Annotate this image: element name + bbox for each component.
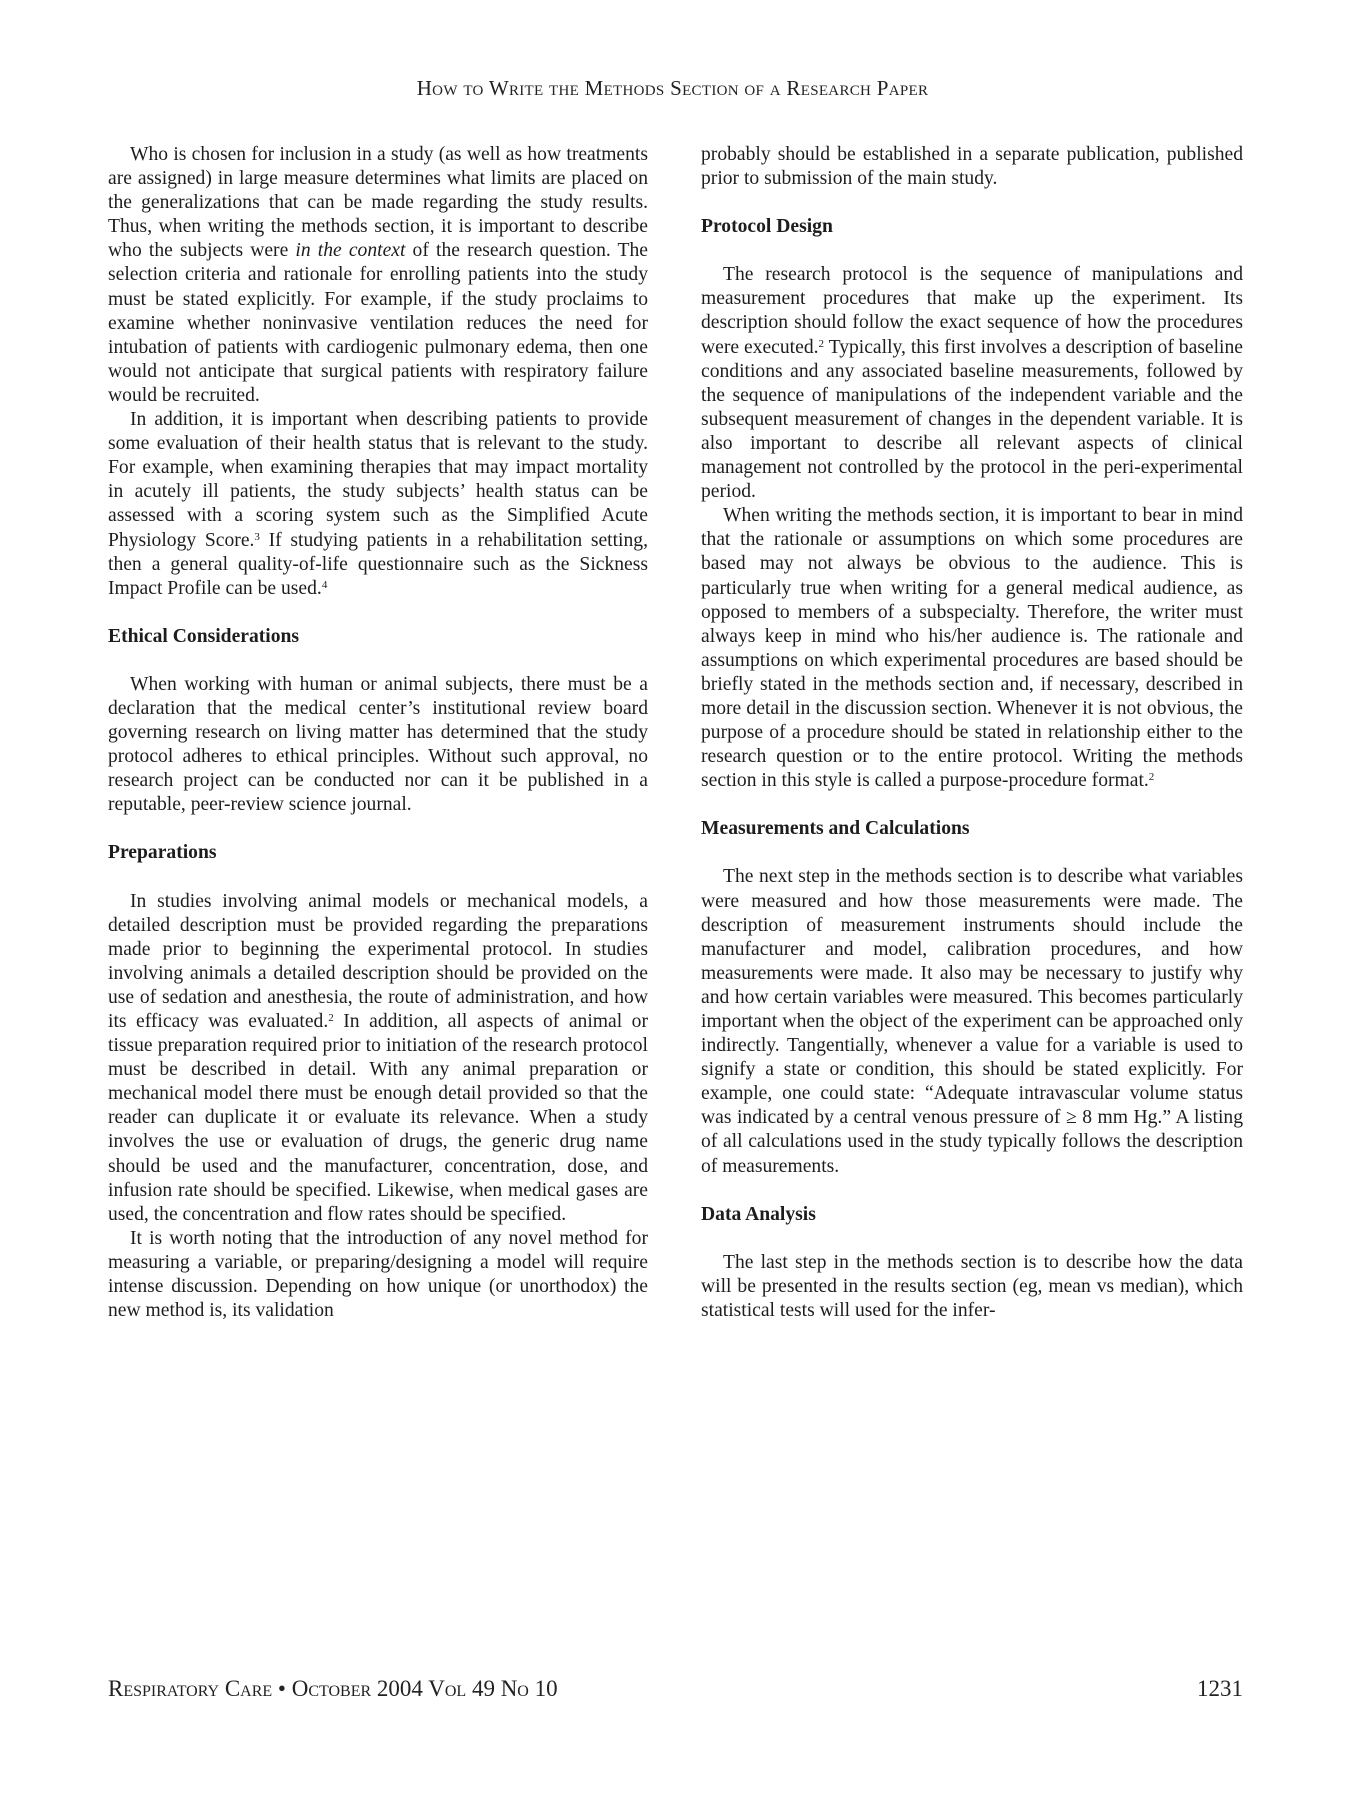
- paragraph-subject-selection: [108, 143, 648, 408]
- left-column: [108, 143, 648, 1323]
- paragraph-novel-method: It is worth noting that the introduction of any novel method for measuring a variable, or preparing/designing a model will require intense discussion. Depending on how unique (or unorthodox) the new method is, its validation: [108, 1227, 648, 1322]
- paragraph-preparations: [108, 890, 648, 1227]
- section-heading-measurements: Measurements and Calculations: [701, 818, 970, 840]
- running-head: [0, 76, 1345, 101]
- paragraph-protocol: [701, 263, 1243, 504]
- paragraph-data-analysis: The last step in the methods section is to describe how the data will be presented in the results section (eg, mean vs median), which statistical tests will used for the infer-: [701, 1251, 1243, 1321]
- citation-ref[interactable]: 4: [321, 578, 328, 591]
- bullet-separator: •: [277, 1676, 286, 1701]
- citation-ref[interactable]: 2: [1148, 771, 1155, 784]
- running-head-title: How to Write the Methods Section of a Research Paper: [416, 76, 929, 100]
- paragraph-measurements: The next step in the methods section is to describe what variables were measured and how those measurements were made. The description of measurement instruments should include the manufacturer and model, calibration procedures, and how measurements were made. It also may be necessary to justify why and how certain variables were measured. This becomes particularly important when the object of the experiment can be approached only indirectly. Tangentially, whenever a value for a variable is used to signify a state or condition, this should be stated explicitly. For example, one could state: “Adequate intravascular volume status was indicated by a central venous pressure of ≥ 8 mm Hg.” A listing of all calculations used in the study typically follows the description of measurements.: [701, 866, 1243, 1177]
- section-heading-protocol: Protocol Design: [701, 216, 833, 238]
- text-run: The research protocol is the sequence of manipulations and measurement procedures that make up the experiment. Its description should follow the exact sequence of how the procedures were executed.: [701, 264, 1243, 358]
- text-run: Typically, this first involves a description of baseline conditions and any associated baseline measurements, followed by the sequence of manipulations of the independent variable and the subsequent measurement of changes in the dependent variable. It is also important to describe all relevant aspects of clinical management not controlled by the protocol in the peri-experimental period.: [701, 336, 1243, 503]
- text-run: Who is chosen for inclusion in a study (as well as how treatments are assigned) in large measure determines what limits are placed on the generalizations that can be made regarding the study results. Thus, when writing the methods section, it is important to describe who the subjects were: [108, 144, 648, 262]
- paragraph-rationale: [701, 504, 1243, 793]
- text-run: In addition, all aspects of animal or tissue preparation required prior to initiation of the research protocol must be described in detail. With any animal preparation or mechanical model there must be enough detail provided so that the reader can duplicate it or evaluate its relevance. When a study involves the use or evaluation of drugs, the generic drug name should be used and the manufacturer, concentration, dose, and infusion rate should be specified. Likewise, when medical gases are used, the concentration and flow rates should be specified.: [108, 1011, 648, 1225]
- emphasis: in the context: [295, 240, 406, 262]
- page-footer: [108, 1676, 1243, 1702]
- text-run: If studying patients in a rehabilitation setting, then a general quality-of-life questionnaire such as the Sickness Impact Profile can be used.: [108, 529, 648, 599]
- journal-name: Respiratory Care: [108, 1676, 273, 1701]
- text-run: In studies involving animal models or mechanical models, a detailed description must be provided regarding the preparations made prior to beginning the experimental protocol. In studies involving animals a detailed description should be provided on the use of sedation and anesthesia, the route of administration, and how its efficacy was evaluated.: [108, 890, 648, 1032]
- right-column: [701, 143, 1243, 1323]
- section-heading-preparations: Preparations: [108, 842, 217, 864]
- page-number: 1231: [1197, 1676, 1243, 1701]
- section-heading-data-analysis: Data Analysis: [701, 1203, 816, 1225]
- citation-ref[interactable]: 3: [254, 530, 260, 543]
- text-run: of the research question. The selection criteria and rationale for enrolling patients into the study must be stated explicitly. For example, if the study proclaims to examine whether noninvasive ventilation reduces the need for intubation of patients with cardiogenic pulmonary edema, then one would not anticipate that surgical patients with respiratory failure would be recruited.: [108, 240, 648, 406]
- citation-ref[interactable]: 2: [818, 337, 825, 350]
- paragraph-health-status: [108, 408, 648, 601]
- paragraph-continuation: probably should be established in a separate publication, published prior to submission of the main study.: [701, 144, 1243, 190]
- citation-ref[interactable]: 2: [328, 1012, 334, 1024]
- text-run: In addition, it is important when describing patients to provide some evaluation of their health status that is relevant to the study. For example, when examining therapies that may impact mortality in acutely ill patients, the study subjects’ health status can be assessed with a scoring system such as the Simplified Acute Physiology Score.: [108, 409, 648, 551]
- journal-issue: October 2004 Vol 49 No 10: [291, 1676, 558, 1701]
- text-run: When writing the methods section, it is important to bear in mind that the rationale or assumptions on which some procedures are based may not always be obvious to the audience. This is particularly true when writing for a general medical audience, as opposed to members of a subspecialty. Therefore, the writer must always keep in mind who his/her audience is. The rationale and assumptions on which experimental procedures are based should be briefly stated in the methods section and, if necessary, described in more detail in the discussion section. Whenever it is not obvious, the purpose of a procedure should be stated in relationship either to the research question or to the entire protocol. Writing the methods section in this style is called a purpose-procedure format.: [701, 505, 1243, 792]
- paragraph-ethical: When working with human or animal subjects, there must be a declaration that the medical center’s institutional review board governing research on living matter has determined that the study protocol adheres to ethical principles. Without such approval, no research project can be conducted nor can it be published in a reputable, peer-review science journal.: [108, 673, 648, 816]
- section-heading-ethical: Ethical Considerations: [108, 625, 300, 647]
